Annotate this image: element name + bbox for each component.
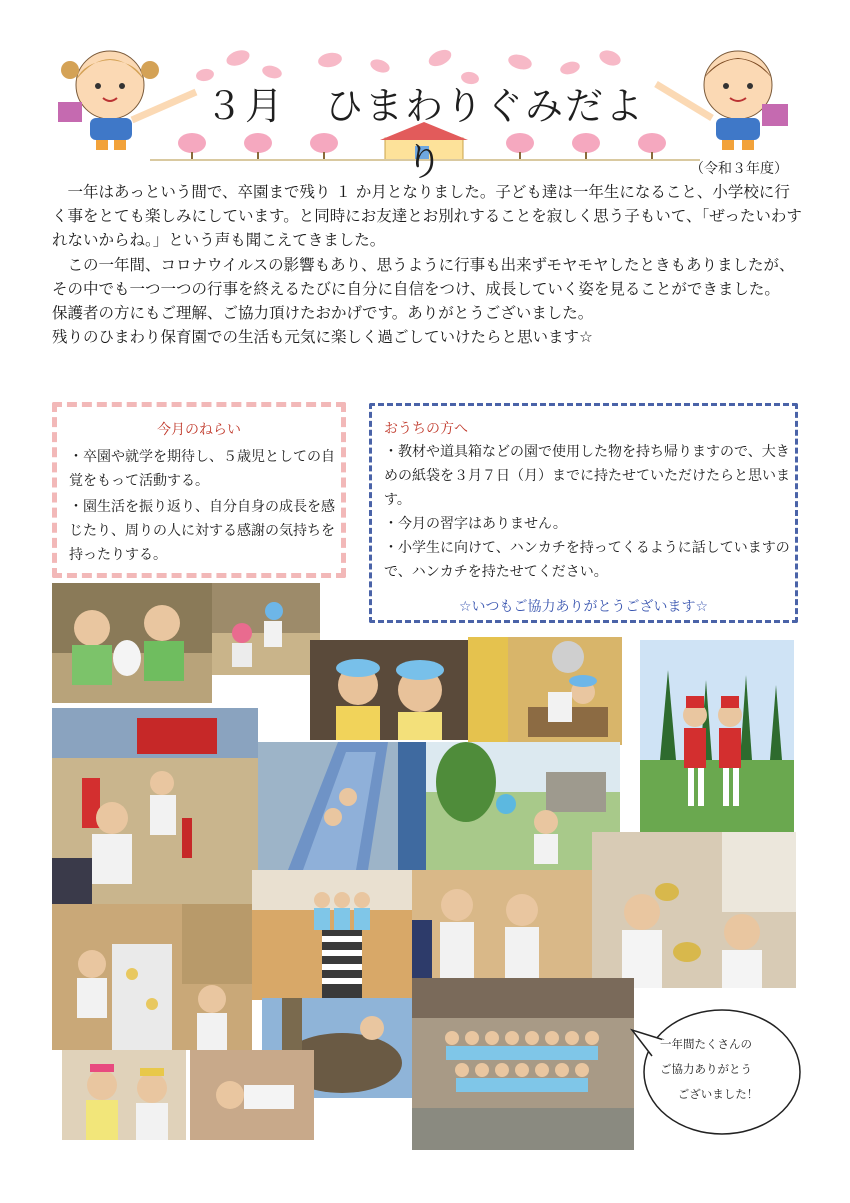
photo-children-posing — [412, 870, 592, 978]
photo-crown-girls — [62, 1050, 186, 1140]
intro-text — [52, 180, 804, 349]
bubble-line: ございました！ — [677, 1087, 759, 1101]
school-year-label: （令和３年度） — [690, 161, 788, 177]
photo-class-group — [412, 978, 634, 1150]
notice-item: ・教材や道具箱などの園で使用した物を持ち帰りますので、大きめの紙袋を３月７日（月）までに持たせていただけたらと思います。 — [384, 444, 790, 508]
photo-jumping-game — [426, 742, 620, 870]
notice-item: ・小学生に向けて、ハンカチを持ってくるように話していますので、ハンカチを持たせてください。 — [384, 540, 790, 580]
notice-item: ・今月の習字はありません。 — [384, 516, 567, 532]
notice-list — [384, 440, 792, 584]
photo-fire-drill — [52, 708, 258, 904]
aim-item: ・卒園や就学を期待し、５歳児としての自覚をもって活動する。 — [69, 449, 335, 489]
photo-drum-major-uniforms — [640, 640, 794, 832]
bubble-line: ご協力ありがとう — [660, 1062, 752, 1076]
photo-walking-line — [252, 870, 412, 1000]
bubble-line: 一年間たくさんの — [660, 1037, 752, 1051]
photo-lunch-table — [52, 904, 252, 1050]
photo-sweet-potatoes — [592, 832, 796, 988]
photo-climbing-frame — [468, 637, 622, 745]
photo-children-ghost — [52, 583, 212, 703]
intro-paragraph: この一年間、コロナウイルスの影響もあり、思うように行事も出来ずモヤモヤしたときもありましたが、その中でも一つ一つの行事を終えるたびに自分に自信をつけ、成長していく姿を見ることができました。 — [52, 255, 795, 298]
page-title: ３月 ひまわりぐみだより — [204, 84, 645, 184]
thanks-line: ☆いつもご協力ありがとうございます☆ — [458, 599, 709, 615]
photo-children-smiling — [310, 640, 468, 740]
aim-item: ・園生活を振り返り、自分自身の成長を感じたり、周りの人に対する感謝の気持ちを持ったりする。 — [69, 499, 335, 563]
monthly-aims-title: 今月のねらい — [157, 422, 241, 438]
notice-to-parents-box — [369, 403, 798, 623]
monthly-aims-box — [52, 402, 346, 578]
photo-playground-hats — [212, 583, 320, 675]
intro-paragraph: 一年はあっという間で、卒園まで残り １ か月となりました。子ども達は一年生になること、小学校に行く事をとても楽しみにしています。と同時にお友達とお別れすることを寂しく思う子もいて、「ぜったいわすれないからね。」という声も聞こえてきました。 — [52, 183, 802, 250]
speech-bubble-text — [660, 1032, 790, 1107]
notice-title: おうちの方へ — [384, 421, 468, 437]
photo-boy-lying — [190, 1050, 314, 1140]
intro-paragraph: 残りのひまわり保育園での生活も元気に楽しく過ごしていけたらと思います☆ — [52, 328, 593, 347]
monthly-aims-list — [69, 445, 339, 569]
intro-paragraph: 保護者の方にもご理解、ご協力頂けたおかげです。ありがとうございました。 — [52, 304, 594, 323]
photo-slide — [258, 742, 426, 870]
